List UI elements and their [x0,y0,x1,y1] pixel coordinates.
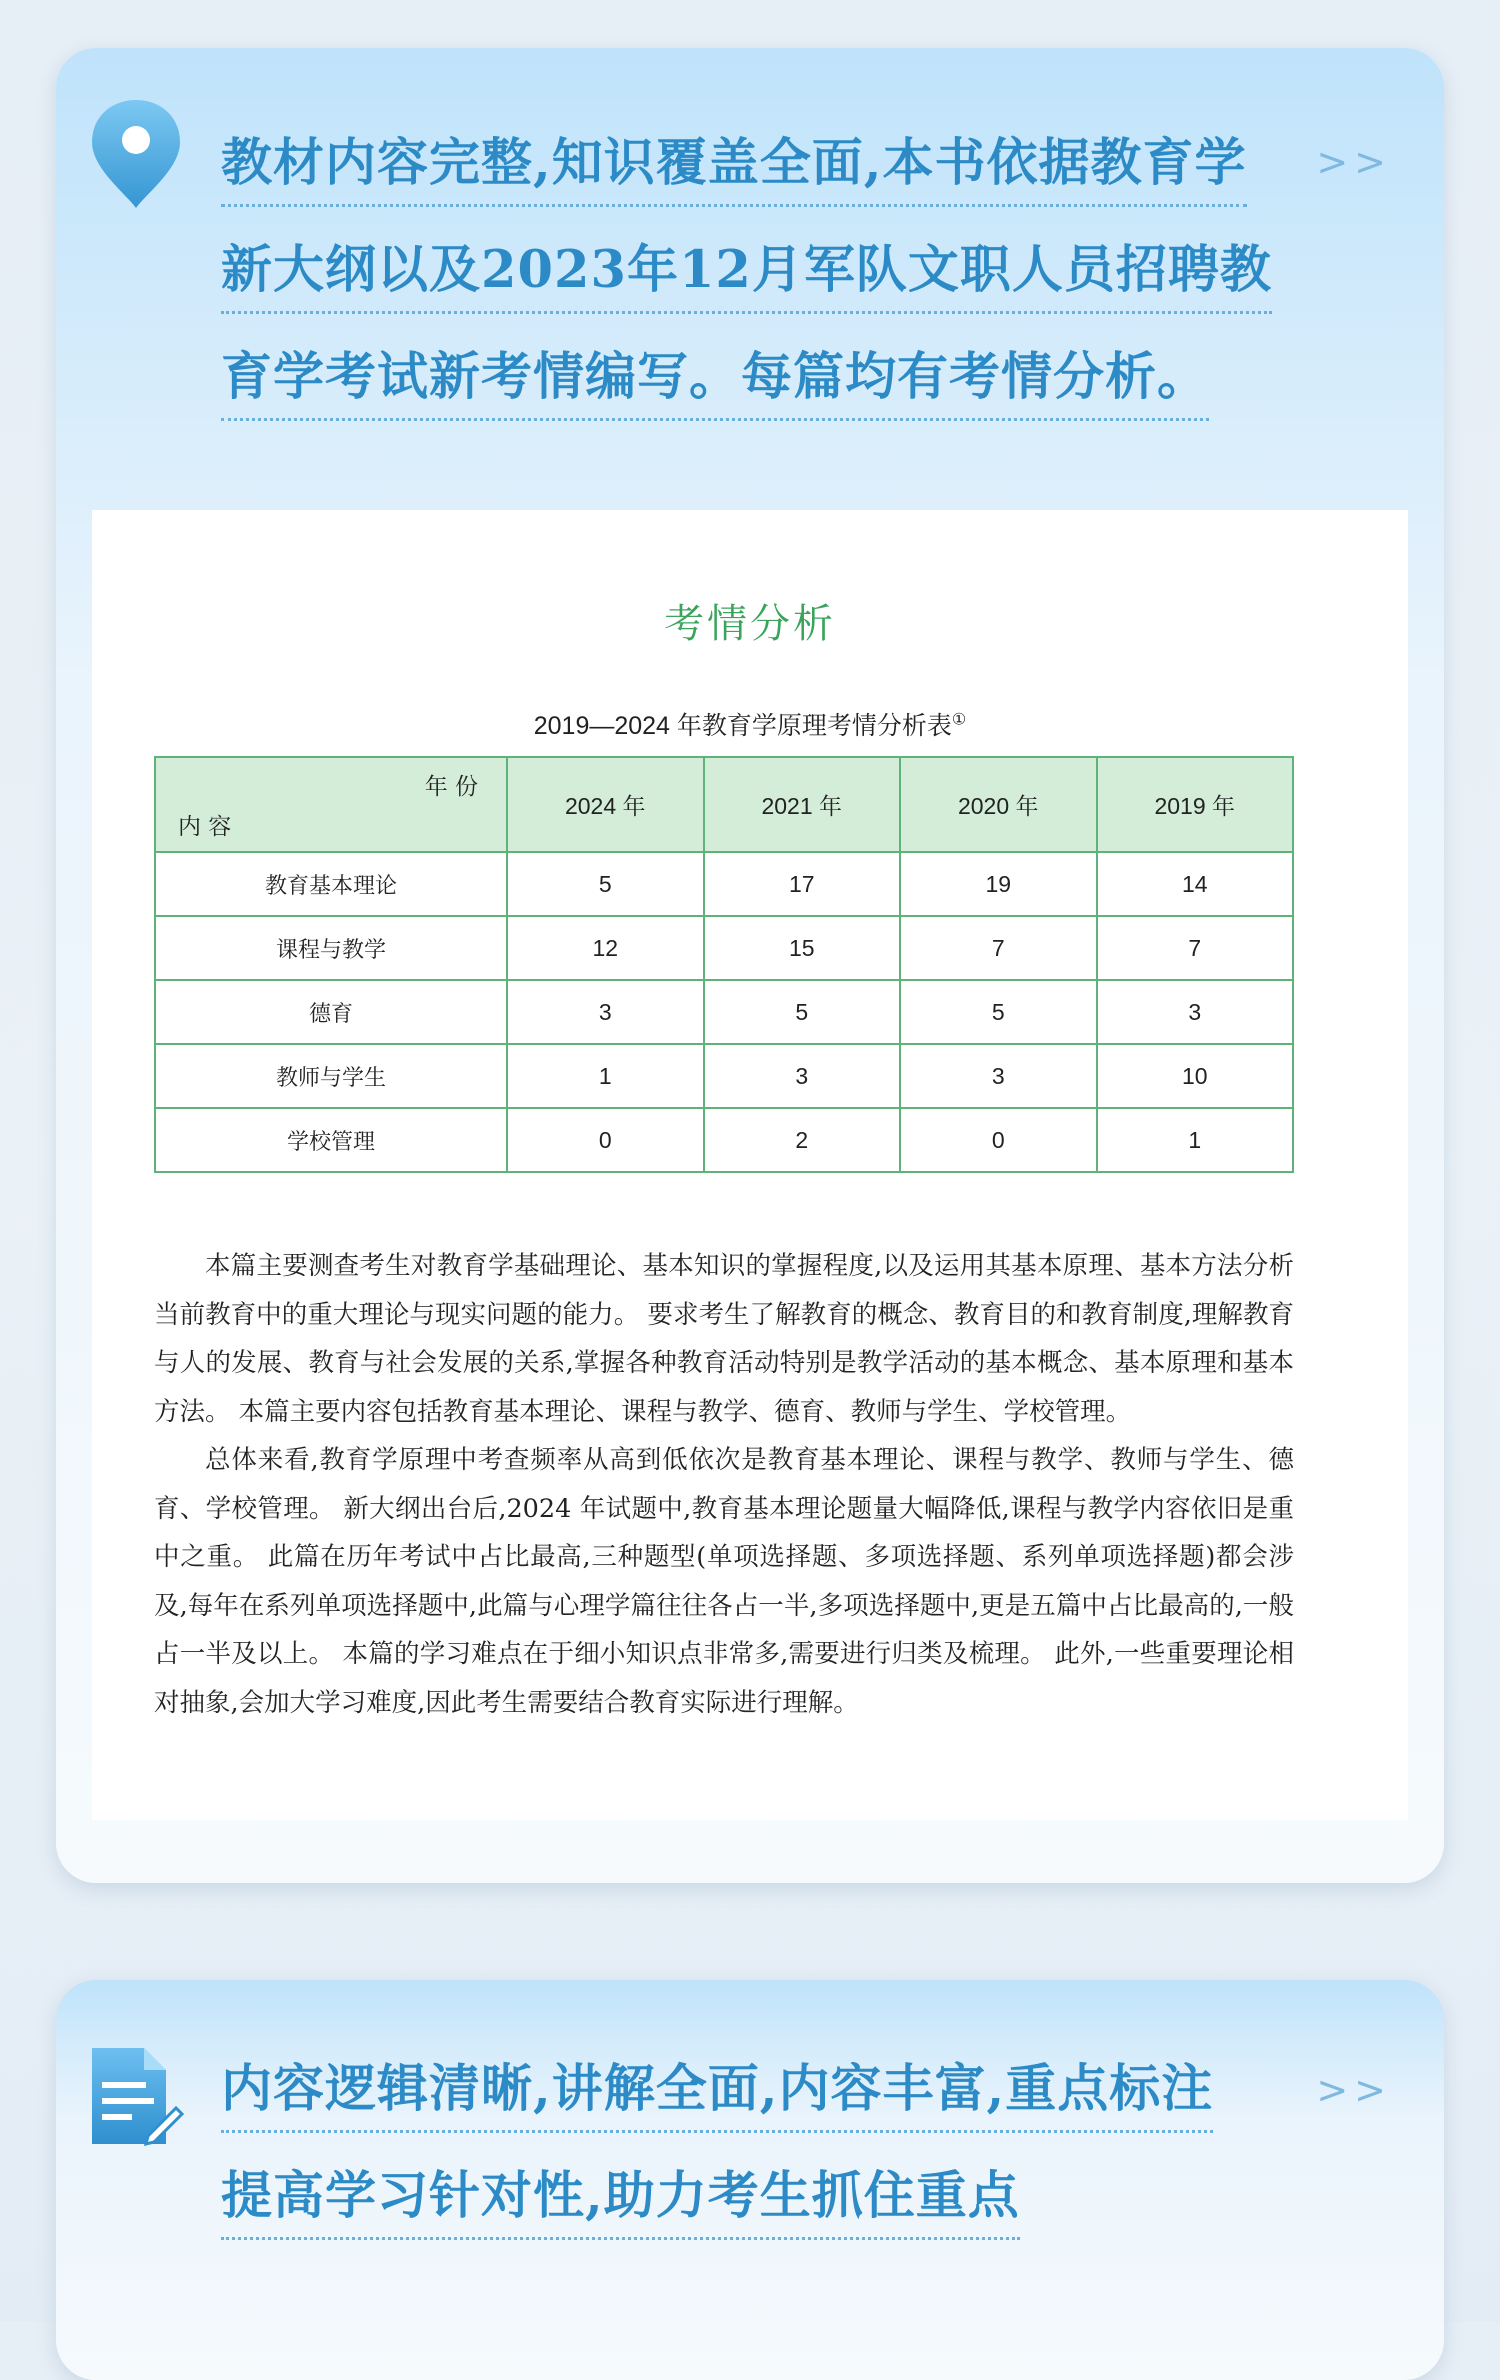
feature-card-logic-clear [56,1980,1444,2380]
table-cell: 1 [507,1044,704,1108]
heading-line-3: 育学考试新考情编写。每篇均有考情分析。 [221,342,1209,421]
table-cell: 17 [704,852,901,916]
corner-year-label: 年 份 [424,774,478,800]
row-label: 教师与学生 [155,1044,507,1108]
table-row [155,980,1293,1044]
column-header: 2021 年 [704,757,901,852]
table-cell: 0 [900,1108,1097,1172]
footnote-mark: ① [951,711,967,729]
table-row [155,916,1293,980]
table-cell: 3 [1097,980,1294,1044]
table-cell: 3 [507,980,704,1044]
heading-line-2: 新大纲以及2023年12月军队文职人员招聘教 [221,235,1272,314]
paragraph: 总体来看,教育学原理中考查频率从高到低依次是教育基本理论、课程与教学、教师与学生、德育、学校管理。 新大纲出台后,2024 年试题中,教育基本理论题量大幅降低,课程与教学内容依旧是重中之重。 此篇在历年考试中占比最高,三种题型(单项选择题、多项选择题、系列单项选择题)都会涉及,每年在系列单项选择题中,此篇与心理学篇往往各占一半,多项选择题中,更是五篇中占比最高的,一般占一半及以上。 本篇的学习难点在于细小知识点非常多,需要进行归类及梳理。 此外,一些重要理论相对抽象,会加大学习难度,因此考生需要结合教育实际进行理解。 [154,1445,1294,1718]
column-header: 2019 年 [1097,757,1294,852]
section-heading [221,128,1272,449]
table-cell: 14 [1097,852,1294,916]
row-label: 课程与教学 [155,916,507,980]
row-label: 教育基本理论 [155,852,507,916]
table-cell: 3 [704,1044,901,1108]
table-cell: 12 [507,916,704,980]
heading-line-1: 内容逻辑清晰,讲解全面,内容丰富,重点标注 [221,2054,1213,2133]
double-chevron-right-icon: >> [1316,2068,1392,2112]
table-cell: 2 [704,1108,901,1172]
table-header-row [155,757,1293,852]
section-heading [221,2054,1213,2268]
table-cell: 3 [900,1044,1097,1108]
table-row [155,1108,1293,1172]
column-header: 2024 年 [507,757,704,852]
table-cell: 1 [1097,1108,1294,1172]
analysis-text [154,1242,1294,1727]
table-cell: 7 [900,916,1097,980]
panel-title: 考情分析 [664,601,836,647]
heading-line-1: 教材内容完整,知识覆盖全面,本书依据教育学 [221,128,1247,207]
table-cell: 0 [507,1108,704,1172]
paragraph: 本篇主要测查考生对教育学基础理论、基本知识的掌握程度,以及运用其基本原理、基本方法分析当前教育中的重大理论与现实问题的能力。 要求考生了解教育的概念、教育目的和教育制度,理解教育与人的发展、教育与社会发展的关系,掌握各种教育活动特别是教学活动的基本概念、基本原理和基本方法。 本篇主要内容包括教育基本理论、课程与教学、德育、教师与学生、学校管理。 [154,1251,1294,1427]
row-label: 德育 [155,980,507,1044]
table-cell: 19 [900,852,1097,916]
exam-analysis-table [154,756,1294,1173]
table-cell: 5 [900,980,1097,1044]
location-pin-icon [86,96,186,212]
exam-analysis-panel [92,510,1408,1820]
table-cell: 15 [704,916,901,980]
table-cell: 10 [1097,1044,1294,1108]
corner-content-label: 内 容 [178,814,232,840]
table-cell: 5 [704,980,901,1044]
table-row [155,1044,1293,1108]
table-cell: 7 [1097,916,1294,980]
table-caption: 2019—2024 年教育学原理考情分析表① [533,711,967,740]
double-chevron-right-icon: >> [1316,140,1392,184]
table-corner-cell [155,757,507,852]
document-edit-icon [88,2044,184,2154]
row-label: 学校管理 [155,1108,507,1172]
column-header: 2020 年 [900,757,1097,852]
feature-card-content-complete [56,48,1444,1883]
table-row [155,852,1293,916]
heading-line-2: 提高学习针对性,助力考生抓住重点 [221,2161,1020,2240]
table-cell: 5 [507,852,704,916]
